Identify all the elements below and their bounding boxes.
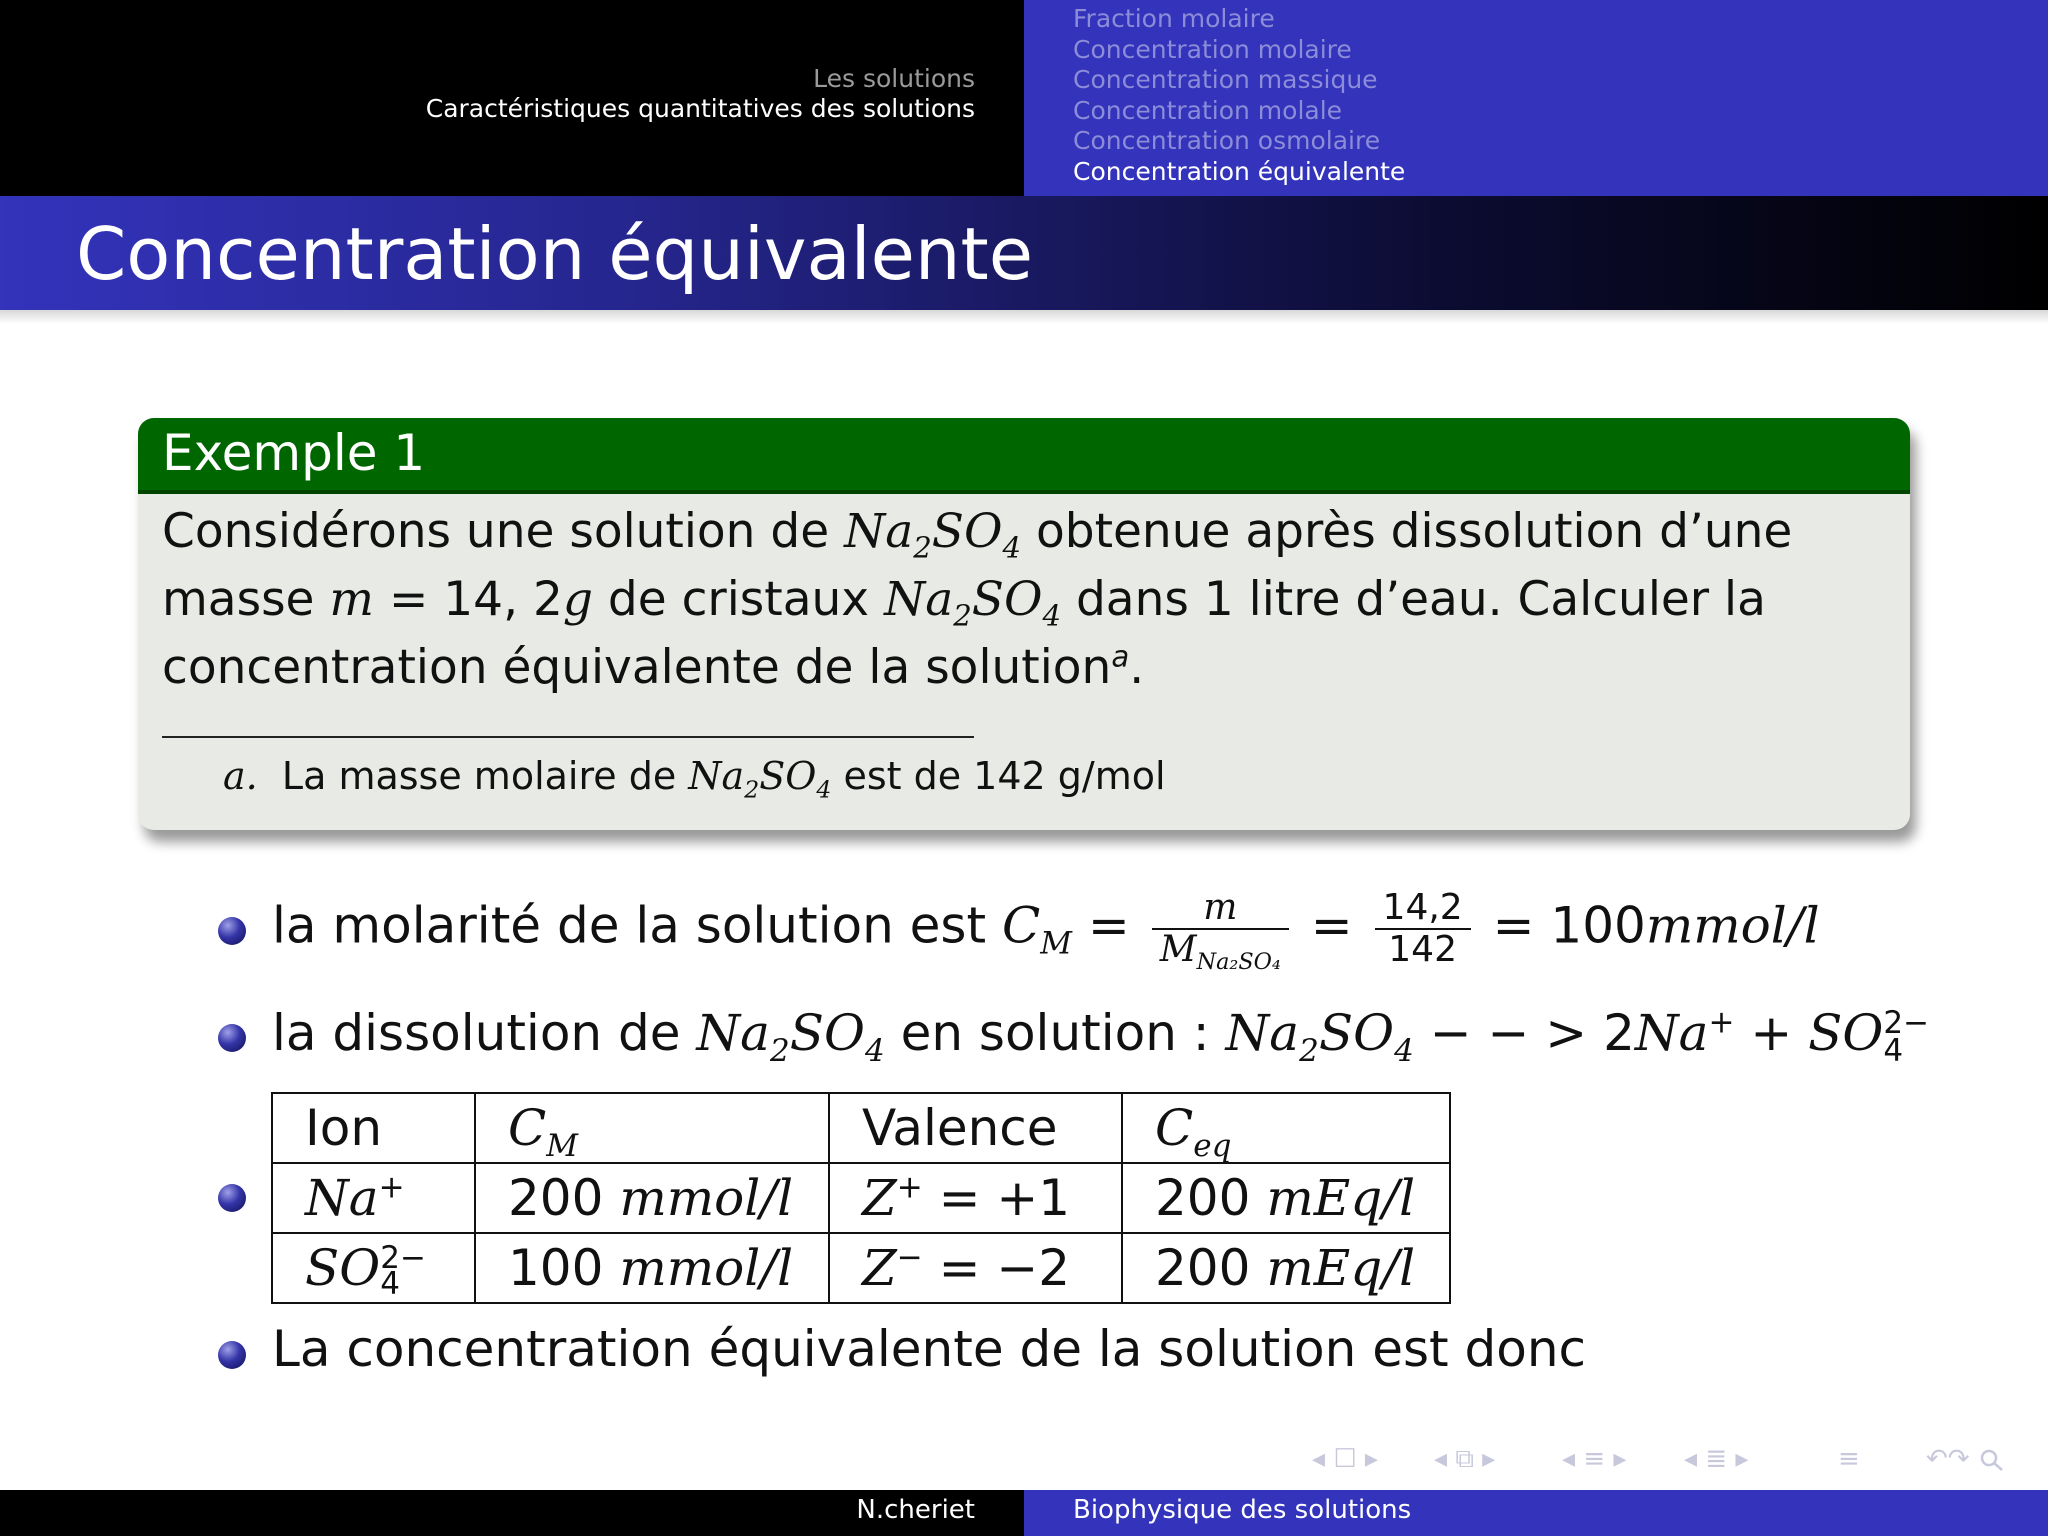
header-valence: Valence <box>829 1093 1122 1163</box>
math-unit: mEq/l <box>1266 1239 1416 1297</box>
bullet-icon <box>218 1024 246 1052</box>
formula-na2so4 <box>696 1004 885 1069</box>
text-span: Considérons une solution de <box>162 504 845 559</box>
toc-item-concentration-equivalente[interactable]: Concentration équivalente <box>1073 156 1406 186</box>
cell-valence <box>829 1233 1122 1303</box>
cell-cm <box>475 1233 829 1303</box>
formula-sub: 2 <box>1299 1033 1319 1069</box>
formula-part: SO <box>789 1004 865 1062</box>
text-span: 200 <box>508 1169 620 1227</box>
formula-sub: 4 <box>816 775 832 804</box>
text-span: + <box>1734 1004 1809 1062</box>
example-line-2 <box>162 566 1886 634</box>
text-span: de cristaux <box>592 572 885 627</box>
formula-sub: 2 <box>744 775 760 804</box>
formula-part: Na <box>688 754 745 798</box>
back-icon[interactable]: ↶ <box>1926 1444 1948 1474</box>
forward-icon[interactable]: ↷ <box>1947 1444 1970 1474</box>
nav-subsection-icons[interactable] <box>1434 1444 1495 1475</box>
nav-frame-icons[interactable] <box>1312 1444 1378 1474</box>
ion-table <box>271 1092 1451 1304</box>
formula-part: SO <box>759 754 817 798</box>
math-sup: + <box>378 1169 405 1206</box>
cell-ion <box>272 1163 475 1233</box>
header-section-link[interactable]: Les solutions <box>813 64 975 93</box>
math-var: SO <box>305 1238 381 1297</box>
formula-sub: 4 <box>1394 1033 1414 1069</box>
math-sup: − <box>896 1239 923 1276</box>
toc-item-concentration-molaire[interactable]: Concentration molaire <box>1073 34 1352 64</box>
text-span: masse <box>162 572 330 627</box>
sup-sub-stack <box>1883 1004 1930 1069</box>
frame-icon[interactable]: ☐ <box>1333 1444 1357 1474</box>
math-var: C <box>1001 896 1041 955</box>
example-block-title: Exemple 1 <box>138 418 1910 494</box>
math-sub: eq <box>1193 1128 1232 1164</box>
formula-na2so4 <box>688 754 832 804</box>
math-var: SO <box>1808 1004 1884 1062</box>
nav-document-icons[interactable] <box>1684 1444 1748 1474</box>
sup-sub-stack <box>380 1240 426 1303</box>
fraction-denominator <box>1152 929 1289 976</box>
header-left-panel <box>0 0 1024 196</box>
math-sub: 4 <box>380 1266 400 1303</box>
math-var: Z <box>862 1239 897 1297</box>
text-span: la molarité de la solution est <box>272 896 1002 955</box>
example-block <box>138 418 1910 830</box>
text-span: 200 <box>1155 1239 1267 1297</box>
toc-list <box>1073 4 1405 187</box>
math-unit: mEq/l <box>1266 1169 1416 1227</box>
fraction-numerator: m <box>1152 888 1289 930</box>
formula-sub: 4 <box>1042 598 1062 633</box>
math-sub: M <box>1040 925 1072 962</box>
math-var: m <box>329 572 374 627</box>
text-span: = −2 <box>922 1239 1071 1297</box>
math-sup: + <box>1708 1004 1735 1041</box>
fraction-numerator: 14,2 <box>1375 888 1471 930</box>
section-icon[interactable]: ≡ <box>1583 1444 1606 1474</box>
bullet-conclusion: La concentration équivalente de la solution est donc <box>272 1320 1587 1378</box>
example-block-body <box>138 494 1910 702</box>
math-unit: mmol/l <box>619 1169 794 1227</box>
toc-item-concentration-molale[interactable]: Concentration molale <box>1073 95 1343 125</box>
formula-part: SO <box>1318 1004 1395 1062</box>
nav-history-search-icons[interactable] <box>1926 1444 2008 1474</box>
text-span: obtenue après dissolution d’une <box>1021 504 1793 559</box>
nav-next-document-icon[interactable]: ▸ <box>1735 1444 1749 1474</box>
text-span: La masse molaire de <box>281 754 689 798</box>
cell-ceq <box>1122 1233 1450 1303</box>
nav-prev-document-icon[interactable]: ◂ <box>1684 1444 1698 1474</box>
math-sup: 2− <box>380 1240 426 1277</box>
footer-author: N.cheriet <box>856 1495 975 1525</box>
math-unit: mmol/l <box>1645 896 1820 955</box>
example-line-1 <box>162 498 1886 566</box>
formula-sub: 4 <box>1002 530 1022 565</box>
search-icon[interactable] <box>1978 1447 2008 1473</box>
formula-part: Na <box>844 504 914 559</box>
toc-menu-icon[interactable]: ≡ <box>1838 1444 1860 1474</box>
formula-na2so4 <box>884 572 1062 633</box>
header-ion: Ion <box>272 1093 475 1163</box>
toc-item-concentration-massique[interactable]: Concentration massique <box>1073 65 1378 94</box>
text-span: = <box>1294 896 1369 955</box>
nav-section-icons[interactable] <box>1562 1444 1626 1474</box>
footnote-label: a. <box>223 754 258 798</box>
bullet-dissolution <box>272 1004 1930 1069</box>
math-var: C <box>1155 1099 1194 1157</box>
formula-sub: 2 <box>953 598 972 633</box>
text-span: = +1 <box>922 1169 1071 1227</box>
title-shadow <box>0 310 2048 324</box>
text-span: = <box>1072 896 1146 955</box>
example-line-3 <box>162 634 1886 702</box>
header-subsection-link[interactable]: Caractéristiques quantitatives des solutions <box>425 94 975 123</box>
footer-right <box>1024 1490 2048 1536</box>
nav-next-frame-icon[interactable]: ▸ <box>1364 1444 1378 1474</box>
footer-title: Biophysique des solutions <box>1073 1495 1412 1525</box>
math-var: M <box>1159 929 1197 970</box>
math-var: C <box>508 1099 547 1157</box>
frame-title-bar <box>0 196 2048 310</box>
text-span: dans 1 litre d’eau. Calculer la <box>1061 572 1766 627</box>
math-var: g <box>562 572 593 627</box>
math-sup: 2− <box>1883 1004 1930 1041</box>
formula-sub: 2 <box>913 530 932 565</box>
fraction-denominator: 142 <box>1388 929 1457 970</box>
slides-icon[interactable]: ⧉ <box>1455 1444 1474 1474</box>
math-sub: M <box>546 1128 579 1164</box>
table-row <box>272 1233 1450 1303</box>
math-sup: + <box>896 1169 923 1206</box>
bullet-icon <box>218 1341 246 1369</box>
formula-na2so4 <box>844 504 1022 565</box>
bullet-icon <box>218 917 246 945</box>
cell-ceq <box>1122 1163 1450 1233</box>
table-row <box>272 1163 1450 1233</box>
formula-sub: 2 <box>769 1033 790 1069</box>
nav-prev-section-icon[interactable]: ◂ <box>1562 1444 1576 1474</box>
footnote <box>223 754 1166 804</box>
header-cm <box>475 1093 829 1163</box>
nav-next-slide-icon[interactable]: ▸ <box>1482 1444 1496 1474</box>
fraction-m-over-M <box>1152 887 1289 976</box>
math-unit: mmol/l <box>619 1239 794 1297</box>
text-span: 200 <box>1155 1169 1267 1227</box>
footer-left <box>0 1490 1024 1536</box>
nav-next-section-icon[interactable]: ▸ <box>1613 1444 1627 1474</box>
text-span: = 14, 2 <box>374 572 563 627</box>
text-span: concentration équivalente de la solution <box>162 640 1112 695</box>
text-span: est de 142 g/mol <box>831 754 1166 798</box>
text-span: = 100 <box>1476 896 1646 955</box>
text-span: − − > 2 <box>1413 1004 1635 1062</box>
bullet-molarite <box>272 887 1820 976</box>
math-var: Z <box>862 1169 897 1227</box>
text-span: . <box>1129 640 1145 695</box>
cell-valence <box>829 1163 1122 1233</box>
nav-prev-slide-icon[interactable]: ◂ <box>1434 1444 1448 1474</box>
footnote-rule <box>162 736 974 738</box>
text-span: en solution : <box>884 1004 1226 1062</box>
formula-sub: 4 <box>864 1033 885 1069</box>
cell-ion <box>272 1233 475 1303</box>
formula-part: Na <box>884 572 954 627</box>
formula-part: SO <box>931 504 1003 559</box>
formula-part: Na <box>1225 1004 1300 1062</box>
formula-part: Na <box>696 1004 770 1062</box>
header-ceq <box>1122 1093 1450 1163</box>
footnote-mark[interactable]: a <box>1111 639 1130 674</box>
formula-na2so4 <box>1225 1004 1414 1069</box>
text-span: la dissolution de <box>272 1004 697 1062</box>
math-sub: 4 <box>1883 1032 1904 1069</box>
fraction-values <box>1375 888 1471 970</box>
frame-title: Concentration équivalente <box>76 212 1034 296</box>
math-var: Na <box>305 1169 379 1227</box>
nav-prev-frame-icon[interactable]: ◂ <box>1312 1444 1326 1474</box>
math-sub: Na₂SO₄ <box>1196 949 1281 976</box>
table-header-row <box>272 1093 1450 1163</box>
formula-part: SO <box>971 572 1043 627</box>
math-var: Na <box>1634 1004 1709 1062</box>
header-right-panel <box>1024 0 2048 196</box>
bullet-icon <box>218 1184 246 1212</box>
toc-item-concentration-osmolaire[interactable]: Concentration osmolaire <box>1073 126 1381 155</box>
document-icon[interactable]: ≣ <box>1705 1444 1728 1474</box>
toc-item-fraction-molaire[interactable]: Fraction molaire <box>1073 4 1275 33</box>
cell-cm <box>475 1163 829 1233</box>
text-span: 100 <box>508 1239 620 1297</box>
